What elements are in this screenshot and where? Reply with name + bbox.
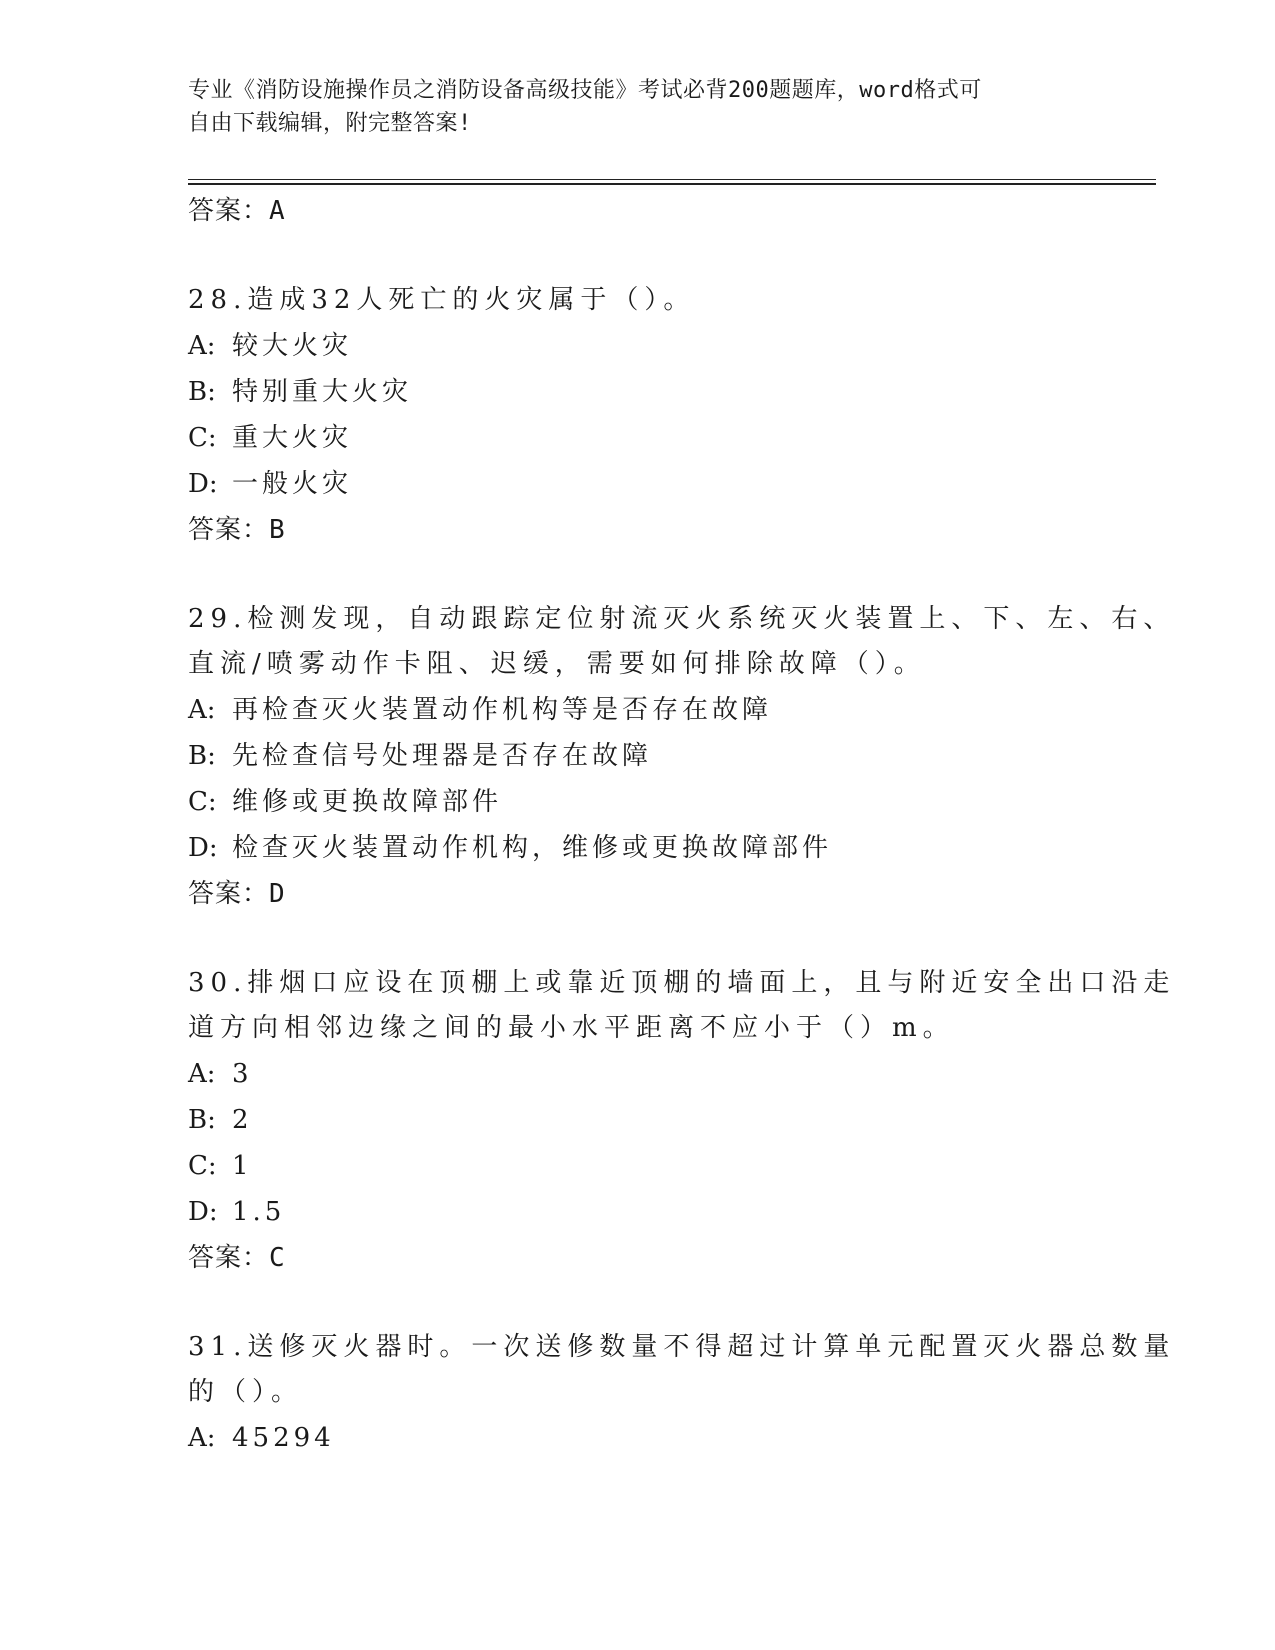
question-block bbox=[188, 961, 1176, 1281]
option-b bbox=[188, 369, 1088, 415]
answer-label: 答案： bbox=[188, 1243, 270, 1273]
option-text: 维修或更换故障部件 bbox=[232, 787, 503, 817]
option-letter: A: bbox=[188, 695, 216, 725]
option-a bbox=[188, 323, 1088, 369]
option-text: 3 bbox=[232, 1059, 253, 1089]
option-letter: A: bbox=[188, 331, 216, 361]
option-d bbox=[188, 461, 1088, 507]
spacer bbox=[188, 234, 1088, 278]
option-text: 1 bbox=[232, 1151, 253, 1181]
option-text: 特别重大火灾 bbox=[232, 377, 413, 407]
option-c bbox=[188, 1143, 1088, 1189]
answer-label: 答案： bbox=[188, 196, 270, 226]
option-letter: C: bbox=[188, 423, 217, 453]
header-line-2: 自由下载编辑，附完整答案! bbox=[188, 111, 472, 136]
answer-label: 答案： bbox=[188, 515, 270, 545]
header-line-1: 专业《消防设施操作员之消防设备高级技能》考试必背200题题库，word格式可 bbox=[188, 78, 982, 103]
option-a bbox=[188, 1415, 1088, 1461]
spacer bbox=[188, 553, 1088, 597]
answer-value: A bbox=[269, 196, 286, 226]
question-text: 31.送修灭火器时。一次送修数量不得超过计算单元配置灭火器总数量 bbox=[188, 1332, 1176, 1362]
option-text: 重大火灾 bbox=[232, 423, 353, 453]
answer-value: B bbox=[269, 515, 286, 545]
option-a bbox=[188, 1051, 1088, 1097]
option-letter: B: bbox=[188, 377, 216, 407]
question-block bbox=[188, 1325, 1176, 1461]
option-text: 1.5 bbox=[232, 1197, 286, 1227]
option-b bbox=[188, 1097, 1088, 1143]
answer-line bbox=[188, 188, 1088, 234]
option-a bbox=[188, 687, 1088, 733]
option-letter: A: bbox=[188, 1059, 216, 1089]
option-letter: D: bbox=[188, 469, 218, 499]
option-d bbox=[188, 1189, 1088, 1235]
answer-value: C bbox=[269, 1243, 286, 1273]
question-text: 直流/喷雾动作卡阻、迟缓，需要如何排除故障（）。 bbox=[188, 649, 926, 679]
option-text: 一般火灾 bbox=[232, 469, 353, 499]
question-text: 29.检测发现，自动跟踪定位射流灭火系统灭火装置上、下、左、右、 bbox=[188, 604, 1176, 634]
answer-line bbox=[188, 507, 1088, 553]
question-text: 28.造成32人死亡的火灾属于（）。 bbox=[188, 285, 696, 315]
question-text: 道方向相邻边缘之间的最小水平距离不应小于（）m。 bbox=[188, 1013, 955, 1043]
header-divider-thin bbox=[188, 179, 1156, 180]
option-c bbox=[188, 779, 1088, 825]
question-block bbox=[188, 597, 1176, 917]
option-letter: C: bbox=[188, 787, 217, 817]
question-list bbox=[188, 188, 1176, 1461]
option-text: 较大火灾 bbox=[232, 331, 353, 361]
option-letter: C: bbox=[188, 1151, 217, 1181]
answer-label: 答案： bbox=[188, 879, 270, 909]
option-text: 检查灭火装置动作机构，维修或更换故障部件 bbox=[232, 833, 833, 863]
header-divider-thick bbox=[188, 183, 1156, 185]
question-text: 30.排烟口应设在顶棚上或靠近顶棚的墙面上，且与附近安全出口沿走 bbox=[188, 968, 1176, 998]
option-text: 45294 bbox=[232, 1423, 335, 1453]
spacer bbox=[188, 917, 1088, 961]
document-header bbox=[188, 74, 1068, 140]
option-letter: D: bbox=[188, 1197, 218, 1227]
spacer bbox=[188, 1281, 1088, 1325]
option-c bbox=[188, 415, 1088, 461]
option-text: 先检查信号处理器是否存在故障 bbox=[232, 741, 653, 771]
answer-line bbox=[188, 871, 1088, 917]
option-letter: A: bbox=[188, 1423, 216, 1453]
question-text: 的（）。 bbox=[188, 1377, 304, 1407]
option-letter: B: bbox=[188, 741, 216, 771]
answer-value: D bbox=[269, 879, 286, 909]
option-text: 再检查灭火装置动作机构等是否存在故障 bbox=[232, 695, 773, 725]
option-d bbox=[188, 825, 1088, 871]
option-b bbox=[188, 733, 1088, 779]
option-letter: B: bbox=[188, 1105, 216, 1135]
answer-line bbox=[188, 1235, 1088, 1281]
option-letter: D: bbox=[188, 833, 218, 863]
question-block bbox=[188, 278, 1088, 553]
option-text: 2 bbox=[232, 1105, 253, 1135]
